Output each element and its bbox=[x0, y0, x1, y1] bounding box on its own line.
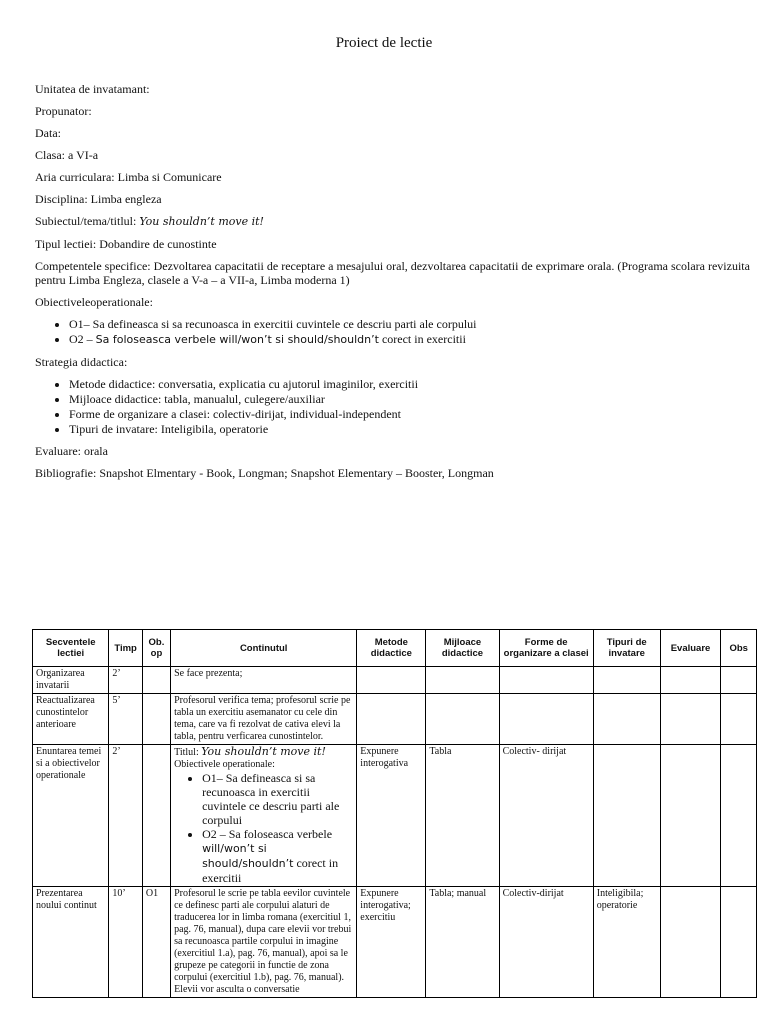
col-header: Evaluare bbox=[660, 630, 721, 667]
lesson-table bbox=[32, 629, 757, 998]
col-header: Forme de organizare a clasei bbox=[499, 630, 593, 667]
strategy-item: • Tipuri de invatare: Inteligibila, operatorie bbox=[69, 422, 760, 436]
col-header: Ob. op bbox=[142, 630, 170, 667]
objectives-list bbox=[35, 317, 760, 347]
field-data: Data: bbox=[35, 126, 61, 140]
table-row: Enuntarea temei si a obiectivelor operationale 2’ Titlul: You shouldn’t move it! Obiectivele operationale: • O1– Sa defineasca si sa recunoasca in exercitii cuvintele ce descriu parti ale corpului • O2 – Sa foloseasca verbele will/won’t si should/shouldn’t corect in exercitii Expunere interogativa Tabla Colectiv- dirijat bbox=[33, 745, 757, 887]
field-propunator: Propunator: bbox=[35, 104, 92, 118]
objective-item: • O2 – Sa foloseasca verbele will/won’t si should/shouldn’t corect in exercitii bbox=[69, 332, 760, 347]
strategy-item: • Mijloace didactice: tabla, manualul, culegere/auxiliar bbox=[69, 392, 760, 406]
table-row: Reactualizarea cunostintelor anterioare 5’ Profesorul verifica tema; profesorul scrie pe tabla un exercitiu asemanator cu cele din tema, care va fi rezolvat de cativa elevi la tabla, pentru verficarea cunostintelor. bbox=[33, 694, 757, 745]
objectives-heading: Obiectiveleoperationale: bbox=[35, 295, 153, 309]
col-header: Tipuri de invatare bbox=[593, 630, 660, 667]
strategy-item: • Metode didactice: conversatia, explicatia cu ajutorul imaginilor, exercitii bbox=[69, 377, 760, 391]
col-header: Obs bbox=[721, 630, 757, 667]
field-aria: Aria curriculara: Limba si Comunicare bbox=[35, 170, 222, 184]
field-subiectul bbox=[35, 214, 760, 229]
field-unitatea: Unitatea de invatamant: bbox=[35, 82, 150, 96]
field-clasa: Clasa: a VI-a bbox=[35, 148, 99, 162]
table-row: Prezentarea noului continut 10’ O1 Profesorul le scrie pe tabla eevilor cuvintele ce definesc parti ale corpului alaturi de traducerea lor in limba romana (exercitiul 1, pag. 76, manual), dupa care elevii vor trebui sa recunoasca partile corpului in imagine (exercitiul 1.a), pag. 76, manual), apoi sa le grupeze pe categorii in functie de zona corpului (exercitiul 1.b), pag. 76, manual). Elevii vor asculta o conversatie Expunere interogativa; exercitiu Tabla; manual Colectiv-dirijat Inteligibila; operatorie bbox=[33, 887, 757, 998]
objective-item: • O1– Sa defineasca si sa recunoasca in exercitii cuvintele ce descriu parti ale corpului bbox=[69, 317, 760, 331]
col-header: Continutul bbox=[171, 630, 357, 667]
continut-cell: Titlul: You shouldn’t move it! Obiectivele operationale: • O1– Sa defineasca si sa recunoasca in exercitii cuvintele ce descriu parti ale corpului • O2 – Sa foloseasca verbele will/won’t si should/shouldn’t corect in exercitii bbox=[171, 745, 357, 887]
subiectul-label: Subiectul/tema/titlul: bbox=[35, 214, 140, 228]
table-header-row bbox=[33, 630, 757, 667]
subiectul-value: You shouldn’t move it! bbox=[139, 215, 264, 228]
cell-objectives-list: • O1– Sa defineasca si sa recunoasca in exercitii cuvintele ce descriu parti ale corpului • O2 – Sa foloseasca verbele will/won’t si should/shouldn’t corect in exercitii bbox=[174, 771, 353, 885]
field-evaluare: Evaluare: orala bbox=[35, 444, 108, 458]
col-header: Secventele lectiei bbox=[33, 630, 109, 667]
field-disciplina: Disciplina: Limba engleza bbox=[35, 192, 162, 206]
lesson-header bbox=[35, 82, 760, 488]
document-title: Proiect de lectie bbox=[335, 35, 433, 51]
strategy-item: • Forme de organizare a clasei: colectiv-dirijat, individual-independent bbox=[69, 407, 760, 421]
table-row: Organizarea invatarii 2’ Se face prezenta; bbox=[33, 667, 757, 694]
field-bibliografie: Bibliografie: Snapshot Elmentary - Book, Longman; Snapshot Elementary – Booster, Longman bbox=[35, 466, 494, 480]
col-header: Metode didactice bbox=[357, 630, 426, 667]
col-header: Mijloace didactice bbox=[426, 630, 499, 667]
field-competentele: Competentele specifice: Dezvoltarea capacitatii de receptare a mesajului oral, dezvoltarea capacitatii de exprimare orala. (Programa scolara revizuita pentru Limba Engleza, clasele a V-a – a VII-a, Limba moderna 1) bbox=[35, 259, 750, 287]
field-tipul: Tipul lectiei: Dobandire de cunostinte bbox=[35, 237, 217, 251]
strategy-heading: Strategia didactica: bbox=[35, 355, 128, 369]
col-header: Timp bbox=[109, 630, 142, 667]
strategy-list bbox=[35, 377, 760, 436]
continut-cell: Profesorul le scrie pe tabla eevilor cuvintele ce definesc parti ale corpului alaturi de traducerea lor in limba romana (exercitiul 1, pag. 76, manual), dupa care elevii vor trebui sa recunoasca partile corpului in imagine (exercitiul 1.a), pag. 76, manual), apoi sa le grupeze pe categorii in functie de zona corpului (exercitiul 1.b), pag. 76, manual). Elevii vor asculta o conversatie bbox=[171, 887, 357, 998]
